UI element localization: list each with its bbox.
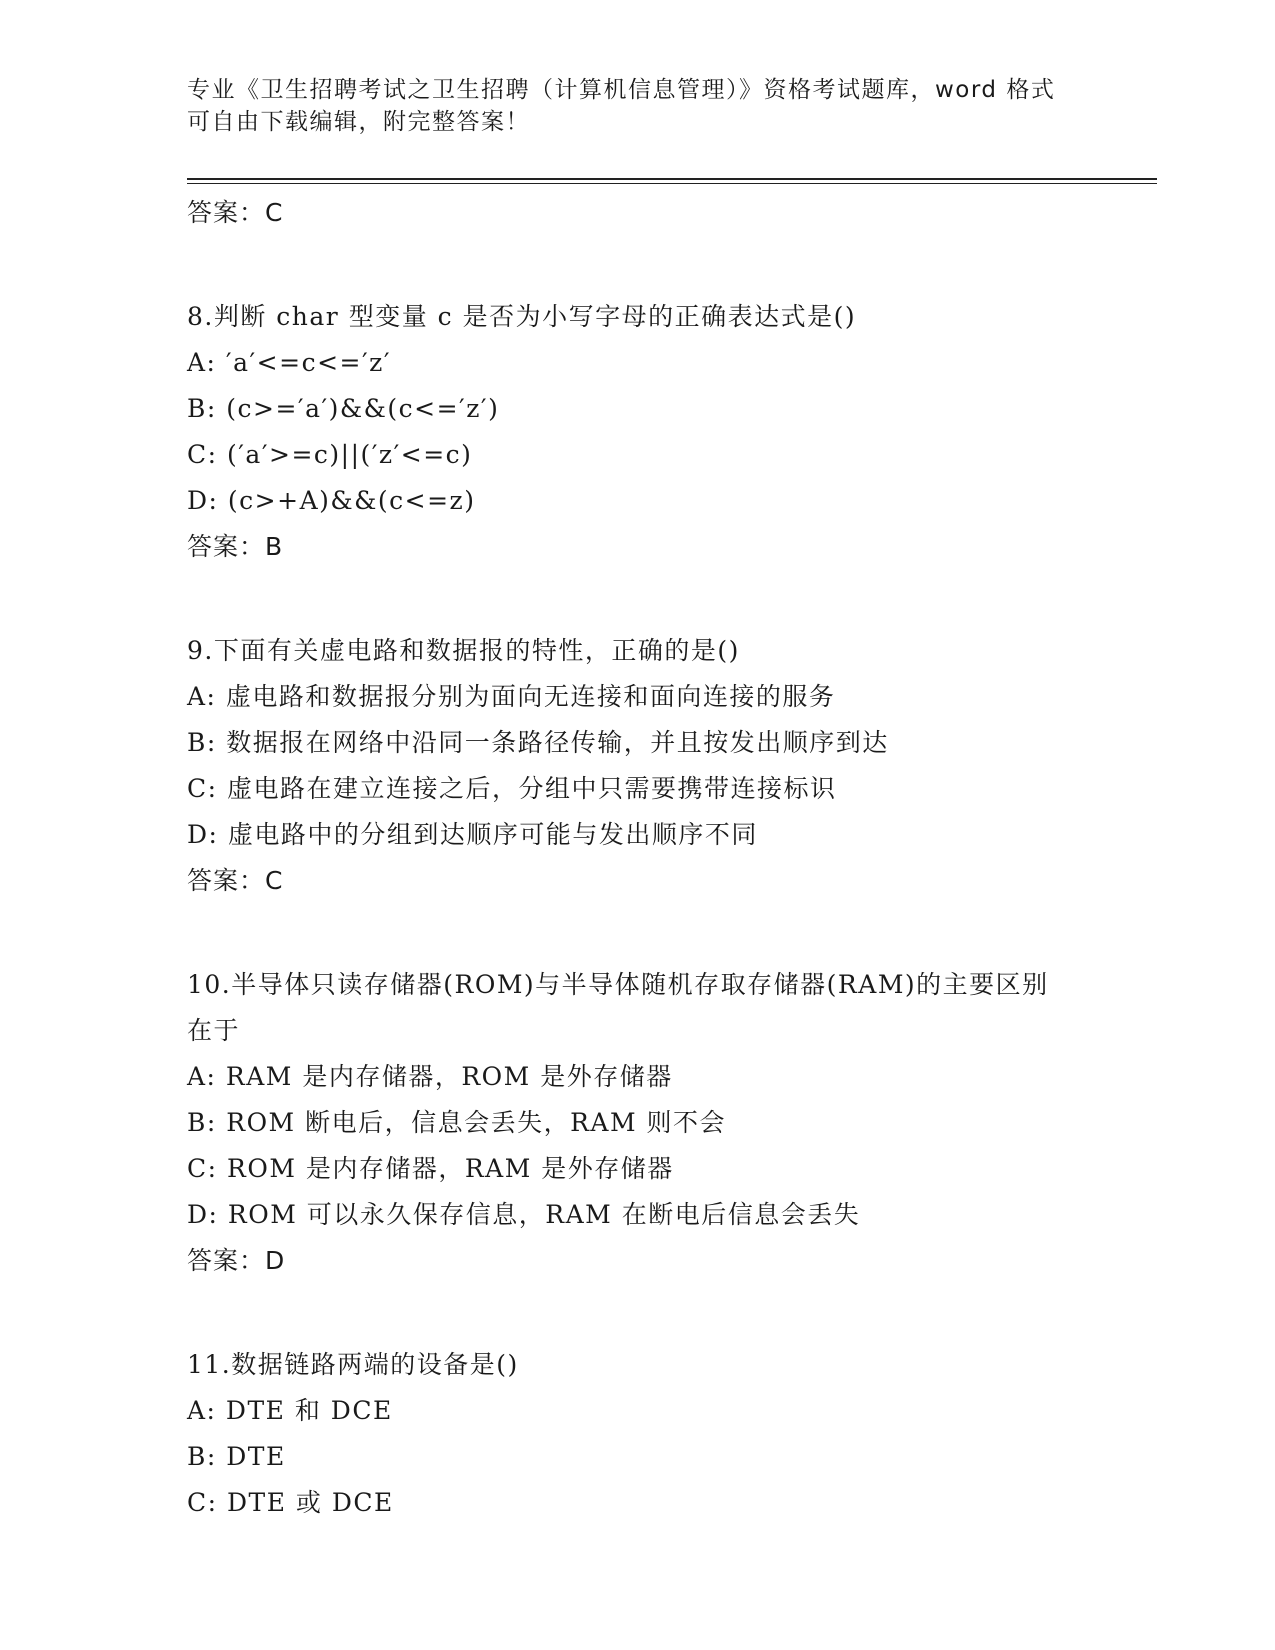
- question-9: [187, 628, 1147, 904]
- option-c: C: 虚电路在建立连接之后，分组中只需要携带连接标识: [187, 774, 837, 803]
- option-c: C: ROM 是内存储器，RAM 是外存储器: [187, 1154, 674, 1183]
- question-list: [187, 190, 1147, 1526]
- question-10: [187, 962, 1147, 1284]
- option-a: A: RAM 是内存储器，ROM 是外存储器: [187, 1062, 673, 1091]
- question-stem-line-1: 10.半导体只读存储器(ROM)与半导体随机存取存储器(RAM)的主要区别: [187, 970, 1049, 999]
- option-d: D: ROM 可以永久保存信息，RAM 在断电后信息会丢失: [187, 1200, 861, 1229]
- option-d: D: (c>+A)&&(c<=z): [187, 486, 476, 515]
- header-rule-thin: [187, 183, 1157, 184]
- answer-line: 答案：D: [187, 1246, 286, 1275]
- header-line-1: 专业《卫生招聘考试之卫生招聘（计算机信息管理）》资格考试题库，word 格式: [187, 77, 1056, 103]
- option-c: C: DTE 或 DCE: [187, 1488, 394, 1517]
- document-header: [187, 74, 1087, 138]
- answer-line: 答案：B: [187, 532, 284, 561]
- option-c: C: (′a′>=c)||(′z′<=c): [187, 440, 473, 469]
- option-b: B: 数据报在网络中沿同一条路径传输，并且按发出顺序到达: [187, 728, 889, 757]
- option-b: B: DTE: [187, 1442, 286, 1471]
- answer-line: 答案：C: [187, 198, 284, 227]
- question-stem-line-2: 在于: [187, 1016, 241, 1045]
- question-stem: 8.判断 char 型变量 c 是否为小写字母的正确表达式是(): [187, 302, 857, 331]
- option-a: A: DTE 和 DCE: [187, 1396, 393, 1425]
- question-8: [187, 294, 1147, 570]
- answer-line: 答案：C: [187, 866, 284, 895]
- question-stem: 11.数据链路两端的设备是(): [187, 1350, 519, 1379]
- option-a: A: ′a′<=c<=′z′: [187, 348, 391, 377]
- option-a: A: 虚电路和数据报分别为面向无连接和面向连接的服务: [187, 682, 836, 711]
- question-stem: 9.下面有关虚电路和数据报的特性，正确的是(): [187, 636, 740, 665]
- question-11: [187, 1342, 1147, 1526]
- option-b: B: (c>=′a′)&&(c<=′z′): [187, 394, 500, 423]
- header-rule-thick: [187, 178, 1157, 180]
- option-d: D: 虚电路中的分组到达顺序可能与发出顺序不同: [187, 820, 758, 849]
- option-b: B: ROM 断电后，信息会丢失，RAM 则不会: [187, 1108, 727, 1137]
- header-line-2: 可自由下载编辑，附完整答案！: [187, 109, 530, 135]
